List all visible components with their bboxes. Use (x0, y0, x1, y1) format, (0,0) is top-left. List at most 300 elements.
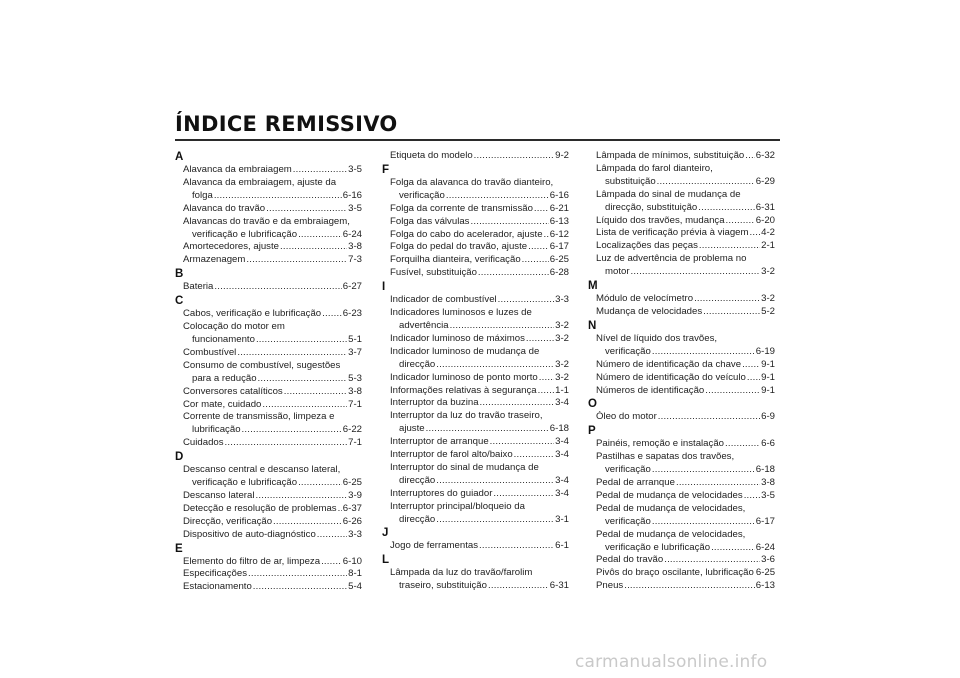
index-entry-page: 2-1 (761, 240, 775, 252)
index-entry-page: 3-2 (761, 293, 775, 305)
index-entry (175, 529, 362, 542)
index-entry-text: Informações relativas à segurança (390, 384, 537, 396)
index-entry-page: 9-1 (761, 358, 775, 370)
dot-leader (322, 308, 342, 321)
index-entry (175, 308, 362, 321)
index-entry-page: 4-2 (761, 227, 775, 239)
index-entry (588, 503, 775, 529)
index-section-letter: C (175, 295, 184, 308)
index-entry-page: 6-13 (549, 215, 569, 227)
index-entry-page: 6-23 (342, 308, 362, 320)
dot-leader (698, 202, 755, 215)
page-title: ÍNDICE REMISSIVO (175, 112, 398, 136)
index-column-1 (175, 150, 362, 594)
index-entry-page: 3-4 (555, 397, 569, 409)
index-entry-text: Números de identificação (596, 384, 705, 396)
index-entry (588, 227, 775, 240)
index-entry-page: 3-8 (348, 241, 362, 253)
index-entry-page: 6-31 (755, 201, 775, 213)
index-entry-page: 6-25 (549, 254, 569, 266)
index-entry-text: Armazenagem (183, 254, 246, 266)
index-entry (588, 359, 775, 372)
index-entry-text: para a redução (192, 372, 257, 384)
index-entry-page: 3-4 (555, 487, 569, 499)
index-entry-text: Lâmpada do sinal de mudança de (596, 188, 741, 200)
index-entry-text: Alavanca da embraiagem (183, 164, 292, 175)
index-entry-page: 3-8 (348, 385, 362, 397)
index-entry (382, 216, 569, 229)
dot-leader (436, 359, 554, 372)
index-entry-text: Etiqueta do modelo (390, 150, 473, 161)
dot-leader (539, 372, 554, 385)
index-section-letter: F (382, 163, 390, 176)
index-entry-text: verificação (605, 515, 651, 527)
dot-leader (298, 477, 342, 490)
index-entry-page: 7-3 (348, 254, 362, 266)
index-entry-text: Forquilha dianteira, verificação (390, 254, 521, 266)
index-entry-page: 3-4 (555, 449, 569, 461)
index-entry-text: Especificações (183, 568, 247, 580)
index-entry-text: verificação (605, 345, 651, 357)
index-section-letter: A (175, 151, 184, 163)
index-entry-page: 3-5 (348, 164, 362, 175)
index-entry-page: 9-1 (761, 371, 775, 383)
index-entry (175, 516, 362, 529)
dot-leader (747, 372, 760, 385)
index-entry (382, 346, 569, 372)
index-entry-page: 6-27 (342, 281, 362, 293)
index-entry-text: Interruptor da buzina (390, 397, 479, 409)
index-entry (382, 307, 569, 333)
index-entry-text: Indicador luminoso de mudança de (390, 345, 540, 357)
index-entry-page: 3-3 (555, 294, 569, 306)
dot-leader (426, 423, 549, 436)
index-entry-text: Folga do cabo do acelerador, ajuste (390, 228, 543, 240)
index-entry-text: Colocação do motor em (183, 321, 285, 333)
index-entry (588, 451, 775, 477)
index-entry (382, 488, 569, 501)
dot-leader (293, 164, 347, 177)
dot-leader (514, 449, 554, 462)
dot-leader (526, 333, 554, 346)
dot-leader (493, 488, 554, 501)
index-entry-page: 3-2 (555, 319, 569, 331)
index-entry-text: Pivôs do braço oscilante, lubrificação (596, 567, 754, 579)
index-column-3 (588, 150, 775, 593)
index-entry-text: Número de identificação do veículo (596, 371, 746, 383)
dot-leader (703, 306, 760, 319)
dot-leader (711, 542, 755, 555)
index-entry (175, 556, 362, 569)
dot-leader (478, 267, 549, 280)
dot-leader (652, 346, 755, 359)
index-entry (175, 203, 362, 216)
index-entry-page: 3-3 (348, 528, 362, 540)
index-entry-text: Nível de líquido dos travões, (596, 332, 718, 344)
index-entry (382, 229, 569, 242)
index-entry-text: Descanso lateral (183, 489, 255, 501)
dot-leader (705, 385, 760, 398)
index-entry (382, 177, 569, 203)
index-entry-text: Cor mate, cuidado (183, 398, 262, 410)
index-entry-page: 6-17 (755, 515, 775, 527)
dot-leader (528, 241, 549, 254)
index-entry (382, 397, 569, 410)
index-entry (175, 503, 362, 516)
index-entry-text: Lista de verificação prévia à viagem (596, 227, 749, 239)
index-entry-text: Bateria (183, 281, 214, 293)
dot-leader (538, 385, 554, 398)
index-entry-page: 6-10 (342, 555, 362, 567)
index-entry (588, 567, 775, 580)
dot-leader (725, 438, 760, 451)
index-entry (588, 189, 775, 215)
index-section-letter: E (175, 542, 183, 555)
index-entry-text: Pedal do travão (596, 554, 664, 566)
index-entry (382, 385, 569, 398)
dot-leader (266, 203, 347, 216)
index-entry-text: Folga da corrente de transmissão (390, 202, 533, 214)
dot-leader (298, 229, 342, 242)
index-entry-text: Folga das válvulas (390, 215, 470, 227)
index-entry-text: direcção (399, 513, 436, 525)
index-entry (382, 254, 569, 267)
index-entry-page: 3-2 (555, 332, 569, 344)
index-entry (382, 150, 569, 163)
index-entry-text: Indicador luminoso de máximos (390, 332, 525, 344)
dot-leader (676, 477, 760, 490)
index-entry (588, 385, 775, 398)
index-entry-page: 6-22 (342, 424, 362, 436)
index-entry (175, 386, 362, 399)
index-entry (175, 177, 362, 203)
index-entry (175, 216, 362, 242)
dot-leader (258, 373, 348, 386)
index-entry-page: 6-1 (555, 540, 569, 552)
dot-leader (470, 216, 548, 229)
index-entry-text: Interruptor de arranque (390, 436, 489, 448)
dot-leader (338, 503, 342, 516)
dot-leader (214, 281, 341, 294)
index-section-letter: B (175, 268, 184, 281)
dot-leader (253, 581, 347, 594)
index-entry-text: Pastilhas e sapatas dos travões, (596, 451, 735, 463)
index-entry-text: Fusível, substituição (390, 267, 477, 279)
index-entry (382, 410, 569, 436)
index-entry-page: 9-2 (555, 150, 569, 161)
dot-leader (262, 399, 347, 412)
index-entry-page: 3-2 (555, 358, 569, 370)
index-entry-text: lubrificação (192, 424, 241, 436)
index-entry-text: Interruptores do guiador (390, 487, 493, 499)
index-entry (588, 253, 775, 279)
index-entry-page: 6-24 (342, 228, 362, 240)
index-entry-text: Interruptor do sinal de mudança de (390, 461, 539, 473)
dot-leader (652, 516, 755, 529)
index-entry-page: 3-7 (348, 346, 362, 358)
index-entry-page: 6-16 (549, 189, 569, 201)
dot-leader (480, 397, 555, 410)
dot-leader (280, 241, 347, 254)
index-entry (382, 241, 569, 254)
index-entry-text: Pedal de mudança de velocidades, (596, 528, 746, 540)
index-entry-text: Líquido dos travões, mudança (596, 214, 725, 226)
dot-leader (446, 190, 549, 203)
index-entry-page: 6-21 (549, 202, 569, 214)
index-entry-page: 6-25 (342, 477, 362, 489)
index-entry-text: verificação e lubrificação (192, 477, 298, 489)
index-entry-page: 3-8 (761, 477, 775, 489)
index-entry-text: advertência (399, 319, 449, 331)
index-entry (382, 567, 569, 593)
index-entry (175, 321, 362, 347)
index-entry-page: 3-9 (348, 489, 362, 501)
index-entry-page: 6-32 (755, 150, 775, 161)
index-entry-text: Pneus (596, 580, 624, 592)
index-entry-page: 9-1 (761, 384, 775, 396)
dot-leader (479, 540, 554, 553)
dot-leader (488, 580, 549, 593)
index-entry (588, 490, 775, 503)
index-entry-text: Número de identificação da chave (596, 358, 742, 370)
index-entry-page: 3-4 (555, 436, 569, 448)
index-entry-text: Estacionamento (183, 581, 252, 593)
index-entry-page: 6-16 (342, 189, 362, 201)
index-entry (382, 203, 569, 216)
index-entry (588, 411, 775, 424)
dot-leader (745, 150, 755, 163)
index-entry-page: 6-9 (761, 411, 775, 423)
index-entry (588, 150, 775, 163)
index-entry-page: 6-37 (342, 502, 362, 514)
index-entry-text: substituição (605, 175, 656, 187)
index-entry (382, 267, 569, 280)
index-section-letter: O (588, 398, 597, 411)
index-entry (175, 568, 362, 581)
index-entry (175, 164, 362, 177)
index-entry-text: Direcção, verificação (183, 515, 273, 527)
index-entry (382, 449, 569, 462)
index-entry (588, 306, 775, 319)
dot-leader (652, 464, 755, 477)
index-entry-page: 6-13 (755, 580, 775, 592)
index-entry-text: Painéis, remoção e instalação (596, 438, 724, 450)
index-entry (175, 347, 362, 360)
index-entry-page: 7-1 (348, 437, 362, 449)
index-entry-page: 3-6 (761, 554, 775, 566)
index-entry-text: Detecção e resolução de problemas (183, 502, 337, 514)
index-entry-text: Interruptor da luz do travão traseiro, (390, 410, 543, 422)
index-entry-page: 1-1 (555, 384, 569, 396)
index-entry-page: 6-28 (549, 267, 569, 279)
index-entry-text: Elemento do filtro de ar, limpeza (183, 555, 321, 567)
index-entry-page: 3-1 (555, 513, 569, 525)
index-entry-page: 6-24 (755, 541, 775, 553)
dot-leader (694, 293, 760, 306)
index-entry (382, 333, 569, 346)
dot-leader (699, 240, 760, 253)
index-entry-text: Combustível (183, 346, 237, 358)
watermark-text: carmanualsonline.info (575, 652, 768, 672)
index-entry-text: Luz de advertência de problema no (596, 253, 747, 265)
index-entry (382, 436, 569, 449)
index-entry-text: motor (605, 266, 630, 278)
index-entry-text: Módulo de velocímetro (596, 293, 694, 305)
index-entry-text: Alavanca do travão (183, 202, 266, 214)
index-entry-text: Consumo de combustível, sugestões (183, 359, 341, 371)
index-entry-text: Óleo do motor (596, 411, 657, 423)
dot-leader (631, 266, 761, 279)
index-entry-text: Alavanca da embraiagem, ajuste da (183, 176, 337, 188)
dot-leader (664, 554, 760, 567)
index-entry-page: 3-4 (555, 474, 569, 486)
dot-leader (742, 359, 760, 372)
index-entry-text: Mudança de velocidades (596, 305, 703, 317)
index-entry-page: 6-6 (761, 438, 775, 450)
index-entry-text: Pedal de mudança de velocidades, (596, 502, 746, 514)
dot-leader (256, 334, 347, 347)
index-entry (175, 254, 362, 267)
index-entry-text: Alavancas do travão e da embraiagem, (183, 215, 350, 227)
index-entry (175, 464, 362, 490)
index-entry-text: Descanso central e descanso lateral, (183, 464, 341, 476)
index-entry-text: verificação e lubrificação (192, 228, 298, 240)
dot-leader (317, 529, 347, 542)
title-rule (175, 139, 780, 141)
dot-leader (522, 254, 549, 267)
index-entry-text: direcção, substituição (605, 201, 698, 213)
index-entry (588, 333, 775, 359)
dot-leader (726, 215, 755, 228)
dot-leader (321, 556, 342, 569)
index-entry-text: verificação (605, 464, 651, 476)
index-entry (382, 462, 569, 488)
index-entry-text: verificação e lubrificação (605, 541, 711, 553)
index-entry (175, 581, 362, 594)
index-entry-page: 6-19 (755, 345, 775, 357)
index-section-letter: N (588, 319, 597, 332)
index-section-letter: L (382, 554, 390, 567)
dot-leader (246, 254, 347, 267)
index-section-letter: I (382, 281, 386, 294)
dot-leader (474, 150, 554, 163)
dot-leader (225, 437, 348, 450)
index-entry-text: verificação (399, 189, 445, 201)
dot-leader (534, 203, 549, 216)
index-entry (175, 399, 362, 412)
dot-leader (544, 229, 549, 242)
index-entry (588, 215, 775, 228)
index-section-letter: J (382, 527, 389, 540)
index-entry-text: ajuste (399, 423, 425, 435)
index-entry-page: 3-2 (761, 266, 775, 278)
dot-leader (255, 490, 347, 503)
index-entry (382, 372, 569, 385)
index-entry-text: direcção (399, 358, 436, 370)
index-entry-text: funcionamento (192, 333, 255, 345)
index-entry (588, 163, 775, 189)
index-entry-text: Pedal de mudança de velocidades (596, 489, 743, 501)
index-entry-page: 3-2 (555, 371, 569, 383)
index-entry-page: 6-31 (549, 580, 569, 592)
index-entry (588, 580, 775, 593)
index-entry-text: Indicadores luminosos e luzes de (390, 307, 532, 319)
index-entry-page: 3-5 (761, 489, 775, 501)
index-entry-text: Cuidados (183, 437, 224, 449)
dot-leader (237, 347, 347, 360)
index-entry-text: Localizações das peças (596, 240, 698, 252)
index-entry-text: direcção (399, 474, 436, 486)
index-entry (588, 240, 775, 253)
dot-leader (490, 436, 554, 449)
index-entry (588, 372, 775, 385)
index-entry (588, 477, 775, 490)
index-entry-text: traseiro, substituição (399, 580, 487, 592)
index-entry-text: Jogo de ferramentas (390, 540, 478, 552)
index-entry-page: 6-20 (755, 214, 775, 226)
index-entry (175, 360, 362, 386)
index-entry-text: Interruptor principal/bloqueio da (390, 500, 525, 512)
index-column-2 (382, 150, 569, 593)
index-entry-text: Dispositivo de auto-diagnóstico (183, 528, 316, 540)
index-entry (175, 281, 362, 294)
dot-leader (284, 386, 347, 399)
index-entry (588, 293, 775, 306)
dot-leader (657, 176, 755, 189)
index-entry-page: 6-18 (549, 423, 569, 435)
dot-leader (658, 411, 760, 424)
dot-leader (744, 490, 760, 503)
index-entry (382, 294, 569, 307)
index-entry (588, 529, 775, 555)
index-entry-page: 3-5 (348, 202, 362, 214)
index-entry-page: 5-3 (348, 372, 362, 384)
index-entry (175, 490, 362, 503)
dot-leader (436, 514, 554, 527)
index-entry (382, 501, 569, 527)
index-entry-page: 5-1 (348, 333, 362, 345)
index-entry-text: Pedal de arranque (596, 477, 675, 489)
index-entry-page: 7-1 (348, 398, 362, 410)
index-entry-page: 5-2 (761, 305, 775, 317)
index-entry-page: 5-4 (348, 581, 362, 593)
index-entry (588, 554, 775, 567)
index-entry-text: Interruptor de farol alto/baixo (390, 449, 513, 461)
index-entry (175, 241, 362, 254)
index-entry-text: Cabos, verificação e lubrificação (183, 308, 322, 320)
index-entry-page: 8-1 (348, 568, 362, 580)
index-entry-page: 6-26 (342, 515, 362, 527)
dot-leader (624, 580, 755, 593)
index-entry-text: Amortecedores, ajuste (183, 241, 279, 253)
index-entry-page: 6-17 (549, 241, 569, 253)
index-section-letter: P (588, 425, 596, 438)
index-entry-text: Indicador luminoso de ponto morto (390, 371, 538, 383)
index-entry-page: 6-25 (755, 567, 775, 579)
index-entry-text: Corrente de transmissão, limpeza e (183, 411, 335, 423)
dot-leader (750, 227, 761, 240)
index-entry (175, 437, 362, 450)
dot-leader (214, 190, 342, 203)
dot-leader (242, 424, 342, 437)
index-entry (588, 438, 775, 451)
index-entry-text: Lâmpada de mínimos, substituição (596, 150, 745, 161)
index-entry-text: Lâmpada da luz do travão/farolim (390, 567, 533, 579)
index-entry-page: 6-18 (755, 464, 775, 476)
index-entry-page: 6-12 (549, 228, 569, 240)
index-section-letter: M (588, 280, 598, 293)
index-entry (382, 540, 569, 553)
